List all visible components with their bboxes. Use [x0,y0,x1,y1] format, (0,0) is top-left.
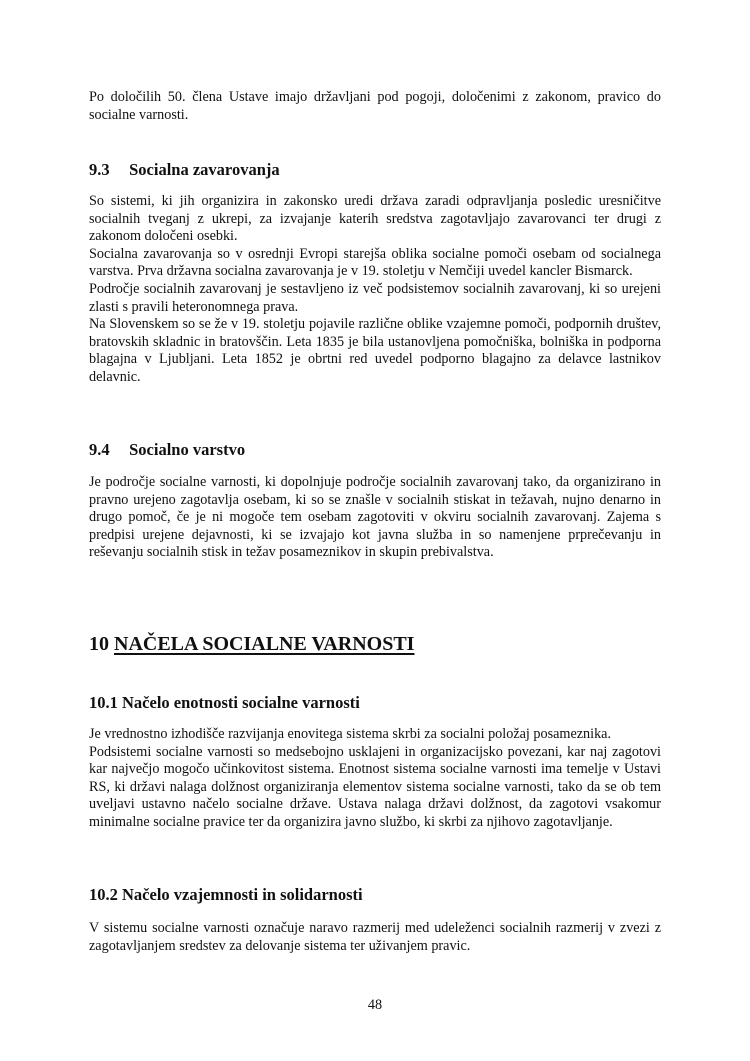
chapter-number: 10 [89,633,109,655]
section-10-1-heading [89,693,661,713]
paragraph: V sistemu socialne varnosti označuje naravo razmerij med udeleženci socialnih razmerij v zvezi z zagotavljanjem sredstev za delovanje sistema ter uživanjem pravic. [89,920,661,954]
chapter-heading [89,632,661,656]
section-title: Načelo enotnosti socialne varnosti [122,693,360,712]
section-number: 10.1 [89,693,118,712]
chapter-title: NAČELA SOCIALNE VARNOSTI [114,633,415,655]
section-9-4-heading [89,440,661,460]
intro-paragraph: Po določilih 50. člena Ustave imajo državljani pod pogoji, določenimi z zakonom, pravico do socialne varnosti. [89,89,661,123]
section-heading [89,693,661,713]
section-title: Načelo vzajemnosti in solidarnosti [122,885,363,904]
page-number: 48 [367,997,383,1013]
section-10-1-body [89,726,661,832]
section-heading [89,160,661,180]
paragraph: Na Slovenskem so se že v 19. stoletju pojavile različne oblike vzajemne pomoči, podpornih društev, bratovskih skladnic in bratovščin. Leta 1835 je bila ustanovljena pomočniška, bolniška in podporna blagajna v Ljubljani. Leta 1852 je obrtni red uvedel podporno blagajno za delavce lastnikov delavnic. [89,316,661,385]
chapter-10-heading [89,632,661,656]
section-10-2-body [89,920,661,955]
section-heading [89,440,661,460]
section-number: 9.3 [89,160,110,179]
intro-block [89,89,661,124]
section-9-4-body [89,474,661,562]
section-number: 9.4 [89,440,110,459]
section-title: Socialno varstvo [129,440,246,459]
paragraph: Podsistemi socialne varnosti so medsebojno usklajeni in organizacijsko povezani, kar naj zagotovi kar največjo mogočo učinkovitost sistema. Enotnost sistema socialne varnosti ima temelje v Ustavi RS, ki državi nalaga dolžnost organiziranja elementov sistema socialne varnosti, tako da se ob tem uveljavi ustavno načelo socialne države. Ustava nalaga državi dolžnost, da zagotovi vsakomur minimalne socialne pravice ter da organizira javno službo, ki skrbi za njihovo zagotavljanje. [89,743,661,830]
section-9-3-body [89,193,661,387]
paragraph: Področje socialnih zavarovanj je sestavljeno iz več podsistemov socialnih zavarovanj, ki so urejeni zlasti s pravili heteronomnega prava. [89,280,661,315]
section-9-3-heading [89,160,661,180]
paragraph: So sistemi, ki jih organizira in zakonsko uredi država zaradi odpravljanja posledic uresničitve socialnih tveganj z ukrepi, za izvajanje katerih sredstva zagotavljajo zavarovanci ter drugi z zakonom določeni osebki. [89,193,661,245]
paragraph: Je vrednostno izhodišče razvijanja enovitega sistema skrbi za socialni položaj posameznika. [89,726,612,742]
section-heading [89,885,661,905]
paragraph: Je področje socialne varnosti, ki dopolnjuje področje socialnih zavarovanj tako, da organizirano in pravno urejeno zagotavlja osebam, ki so se znašle v socialnih stiskat in težavah, nujno denarno in drugo pomoč, če je ni mogoče tem osebam zagotoviti v okviru socialnih zavarovanj. Zajema s predpisi urejene dejavnosti, ki se izvajajo kot javna služba in so namenjene prprečevanju in reševanju socialnih stisk in težav posameznikov in skupin prebivalstva. [89,474,661,561]
section-number: 10.2 [89,885,118,904]
section-title: Socialna zavarovanja [129,160,280,179]
section-10-2-heading [89,885,661,905]
paragraph: Socialna zavarovanja so v osrednji Evropi starejša oblika socialne pomoči osebam od socialnega varstva. Prva državna socialna zavarovanja je v 19. stoletju v Nemčiji uvedel kancler Bismarck. [89,245,661,280]
